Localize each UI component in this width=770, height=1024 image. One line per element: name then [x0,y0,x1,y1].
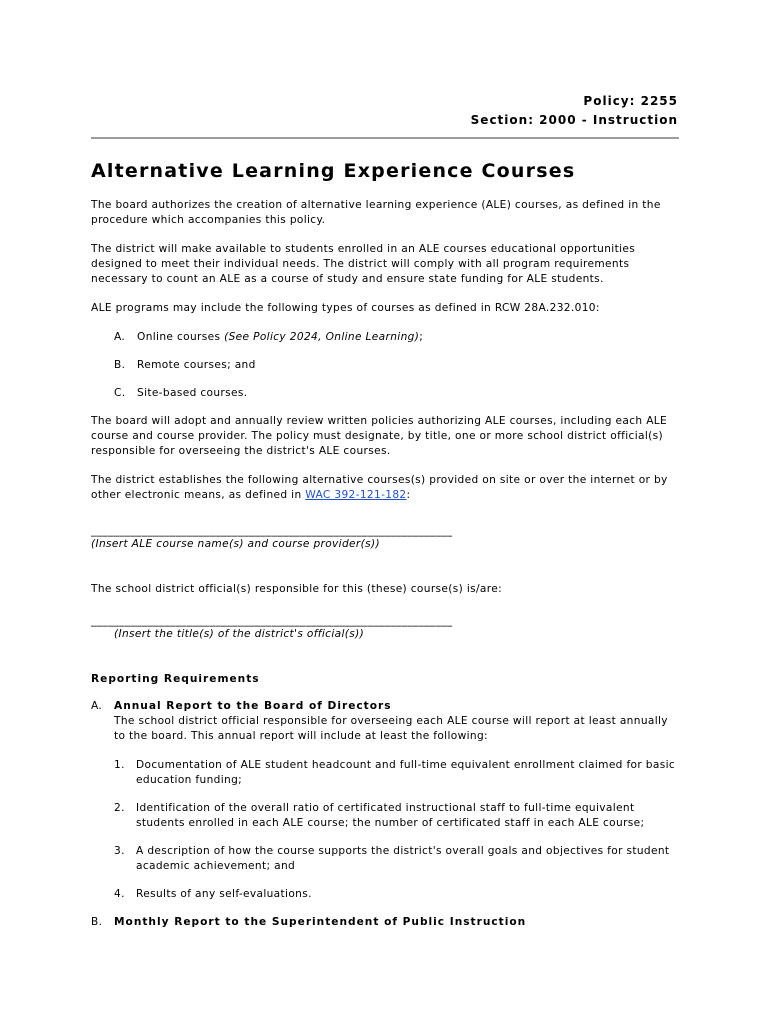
section-b-title: Monthly Report to the Superintendent of Public Instruction [114,916,527,928]
list-marker: 1. [114,759,125,771]
list-marker: 3. [114,845,125,857]
fill-in-note-courses: (Insert ALE course name(s) and course provider(s)) [91,538,380,550]
list-marker: A. [114,331,126,343]
paragraph-authorization: The board authorizes the creation of alternative learning experience (ALE) courses, as defined in the procedure which accompanies this policy. [91,199,661,226]
header-divider [91,137,679,139]
section-a-text: The school district official responsible for overseeing each ALE course will report at least annually to the board. This annual report will include at least the following: [114,715,668,742]
fill-in-line-courses: ________________________________________________________________ [91,525,453,537]
policy-number: Policy: 2255 [583,94,678,108]
list-marker: C. [114,387,126,399]
policy-reference: (See Policy 2024, Online Learning) [224,331,420,343]
paragraph-officials-intro: The school district official(s) responsible for this (these) course(s) is/are: [91,583,503,595]
list-item-text: A description of how the course supports the district's overall goals and objectives for student academic achievement; and [136,845,670,872]
list-item-text: Documentation of ALE student headcount and full-time equivalent enrollment claimed for basic education funding; [136,759,676,786]
list-item [114,386,681,401]
list-item-text: Online courses [137,331,225,343]
list-item [114,844,681,874]
fill-in-line-officials: ________________________________________________________________ [91,615,453,627]
section-b [91,915,681,930]
list-item [114,758,681,788]
section-a [91,699,681,744]
list-item: A. Online courses (See Policy 2024, Online Learning); [114,331,424,343]
course-types-list [91,330,681,401]
section-a-title: Annual Report to the Board of Directors [114,700,392,712]
policy-header [91,92,678,130]
paragraph-course-types-intro: ALE programs may include the following types of courses as defined in RCW 28A.232.010: [91,302,600,314]
list-item [114,887,681,902]
document-body [91,160,681,930]
section-marker: B. [91,916,103,928]
policy-section: Section: 2000 - Instruction [470,113,678,127]
list-item [114,801,681,831]
list-marker: 4. [114,888,125,900]
wac-link[interactable]: WAC 392-121-182 [305,489,407,501]
paragraph-course-list-intro: The district establishes the following alternative courses(s) provided on site or over the internet or by other electronic means, as defined in WAC 392-121-182: [91,474,668,501]
list-item-text: Remote courses; and [137,359,256,371]
list-item [114,358,681,373]
list-item-text: Results of any self-evaluations. [136,888,312,900]
list-marker: 2. [114,802,125,814]
annual-report-items [91,758,681,902]
fill-in-note-officials: (Insert the title(s) of the district's official(s)) [114,628,365,640]
document-title: Alternative Learning Experience Courses [91,160,576,182]
paragraph-opportunities: The district will make available to students enrolled in an ALE courses educational opportunities designed to meet their individual needs. The district will comply with all program requirements necessary to count an ALE as a course of study and ensure state funding for ALE students. [91,243,636,285]
list-item-text: Site-based courses. [137,387,248,399]
list-item-text: Identification of the overall ratio of certificated instructional staff to full-time equivalent students enrolled in each ALE course; the number of certificated staff in each ALE course; [136,802,645,829]
reporting-requirements-heading: Reporting Requirements [91,673,260,685]
list-marker: B. [114,359,126,371]
paragraph-board-review: The board will adopt and annually review written policies authorizing ALE courses, including each ALE course and course provider. The policy must designate, by title, one or more school district official(s) responsible for overseeing the district's ALE courses. [91,415,668,457]
section-marker: A. [91,700,103,712]
